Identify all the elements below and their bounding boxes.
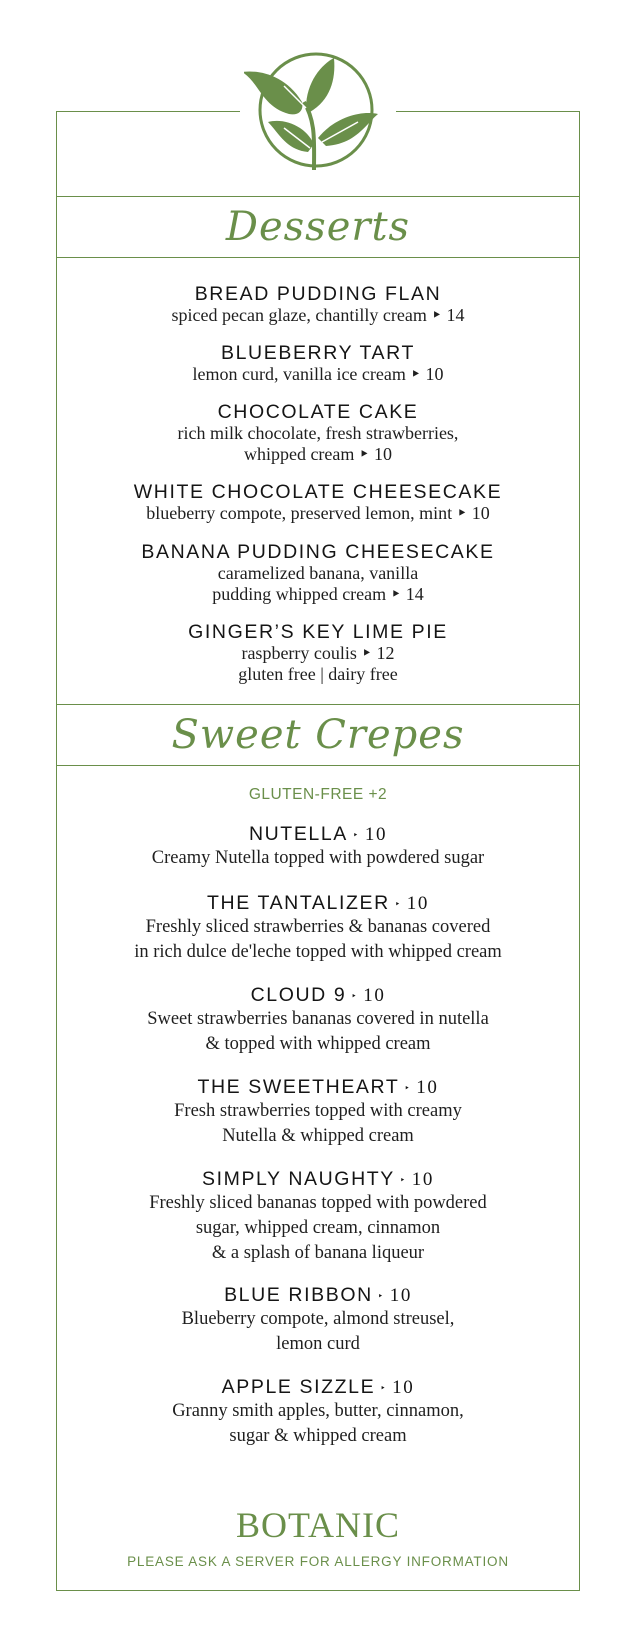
- dessert-item: [56, 401, 580, 465]
- dessert-description: blueberry compote, preserved lemon, mint ‣ 10: [146, 503, 490, 523]
- crepe-title-row: [56, 1168, 580, 1191]
- crepe-title-row: [56, 1284, 580, 1307]
- dessert-name: BREAD PUDDING FLAN: [194, 283, 442, 305]
- crepe-item: [56, 1168, 580, 1266]
- crepe-price: 10: [406, 893, 429, 914]
- crepes-heading: Sweet Crepes: [171, 712, 465, 758]
- crepe-description: in rich dulce de'leche topped with whipped cream: [134, 942, 502, 962]
- crepe-description: Creamy Nutella topped with powdered sugar: [151, 848, 485, 868]
- dessert-name: BANANA PUDDING CHEESECAKE: [141, 541, 495, 563]
- crepe-description: Blueberry compote, almond streusel,: [181, 1309, 455, 1329]
- dessert-description: gluten free | dairy free: [238, 664, 398, 684]
- crepe-price: 10: [416, 1077, 439, 1098]
- crepe-description: Freshly sliced bananas topped with powdered: [149, 1193, 487, 1213]
- separator-mark: ‣: [352, 829, 360, 840]
- crepe-item: [56, 892, 580, 965]
- crepe-price: 10: [389, 1285, 412, 1306]
- dessert-item: [56, 541, 580, 605]
- crepe-item: [56, 1284, 580, 1357]
- crepe-description: Nutella & whipped cream: [222, 1126, 414, 1146]
- crepe-description: Granny smith apples, butter, cinnamon,: [172, 1401, 464, 1421]
- dessert-item: [56, 283, 580, 326]
- crepe-description: Freshly sliced strawberries & bananas covered: [145, 917, 491, 937]
- dessert-description: whipped cream ‣ 10: [243, 444, 393, 464]
- crepe-item: [56, 823, 580, 871]
- separator-mark: ‣: [394, 898, 402, 909]
- crepe-name: SIMPLY NAUGHTY: [201, 1168, 395, 1190]
- crepe-name: NUTELLA: [248, 823, 348, 845]
- separator-mark: ‣: [404, 1082, 412, 1093]
- dessert-description: spiced pecan glaze, chantilly cream ‣ 14: [171, 305, 465, 325]
- separator-mark: ‣: [351, 990, 359, 1001]
- crepe-item: [56, 1376, 580, 1449]
- crepe-title-row: [56, 1076, 580, 1099]
- dessert-description: rich milk chocolate, fresh strawberries,: [177, 423, 459, 443]
- crepes-heading-band: [56, 704, 580, 766]
- crepe-name: CLOUD 9: [250, 984, 347, 1006]
- dessert-description: pudding whipped cream ‣ 14: [212, 584, 424, 604]
- crepe-description: sugar, whipped cream, cinnamon: [195, 1218, 441, 1238]
- gluten-free-note: GLUTEN-FREE +2: [248, 786, 388, 803]
- crepe-name: THE TANTALIZER: [207, 892, 390, 914]
- crepe-description: & topped with whipped cream: [205, 1034, 431, 1054]
- leaf-sprout-icon: [244, 52, 396, 182]
- separator-mark: ‣: [377, 1290, 385, 1301]
- crepe-title-row: [56, 892, 580, 915]
- crepe-title-row: [56, 984, 580, 1007]
- separator-mark: ‣: [380, 1382, 388, 1393]
- dessert-description: caramelized banana, vanilla: [217, 563, 419, 583]
- dessert-item: [56, 481, 580, 524]
- crepe-name: THE SWEETHEART: [197, 1076, 400, 1098]
- crepe-item: [56, 984, 580, 1057]
- desserts-heading: Desserts: [225, 204, 411, 250]
- crepe-name: APPLE SIZZLE: [221, 1376, 376, 1398]
- crepe-item: [56, 1076, 580, 1149]
- dessert-description: lemon curd, vanilla ice cream ‣ 10: [192, 364, 444, 384]
- dessert-item: [56, 621, 580, 685]
- crepe-name: BLUE RIBBON: [224, 1284, 373, 1306]
- crepe-description: & a splash of banana liqueur: [211, 1243, 425, 1263]
- desserts-heading-band: [56, 196, 580, 258]
- dessert-item: [56, 342, 580, 385]
- crepe-price: 10: [364, 824, 388, 845]
- crepe-description: Fresh strawberries topped with creamy: [174, 1101, 462, 1121]
- dessert-description: raspberry coulis ‣ 12: [241, 643, 395, 663]
- crepe-title-row: [56, 1376, 580, 1399]
- dessert-name: CHOCOLATE CAKE: [217, 401, 419, 423]
- crepe-title-row: [56, 823, 580, 846]
- crepe-description: lemon curd: [276, 1334, 360, 1354]
- crepe-price: 10: [392, 1377, 415, 1398]
- crepe-description: Sweet strawberries bananas covered in nutella: [147, 1009, 489, 1029]
- crepe-price: 10: [411, 1169, 434, 1190]
- dessert-name: WHITE CHOCOLATE CHEESECAKE: [133, 481, 503, 503]
- allergy-note: PLEASE ASK A SERVER FOR ALLERGY INFORMATION: [127, 1554, 509, 1569]
- dessert-name: GINGER’S KEY LIME PIE: [188, 621, 448, 643]
- crepe-description: sugar & whipped cream: [229, 1426, 407, 1446]
- dessert-name: BLUEBERRY TART: [221, 342, 415, 364]
- crepe-price: 10: [363, 985, 386, 1006]
- separator-mark: ‣: [399, 1174, 407, 1185]
- brand-name: BOTANIC: [235, 1505, 401, 1545]
